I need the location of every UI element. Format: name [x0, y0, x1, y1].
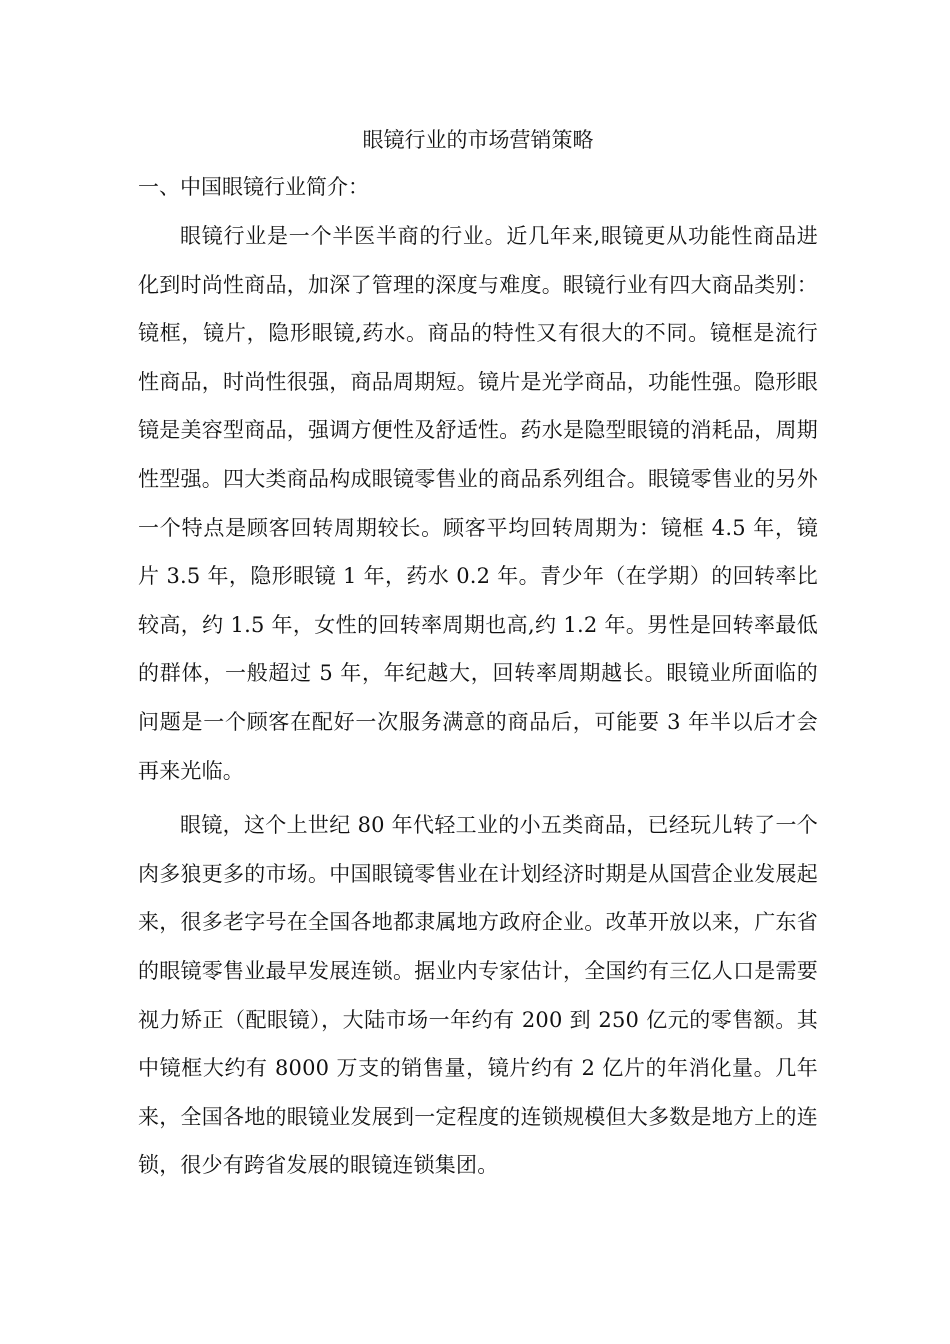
paragraph-market-history: 眼镜，这个上世纪 80 年代轻工业的小五类商品，已经玩儿转了一个肉多狼更多的市场。中国眼镜零售业在计划经济时期是从国营企业发展起来，很多老字号在全国各地都隶属地方政府企业。改革开放以来，广东省的眼镜零售业最早发展连锁。据业内专家估计，全国约有三亿人口是需要视力矫正（配眼镜），大陆市场一年约有 200 到 250 亿元的零售额。其中镜框大约有 8000 万支的销售量，镜片约有 2 亿片的年消化量。几年来，全国各地的眼镜业发展到一定程度的连锁规模但大多数是地方上的连锁，很少有跨省发展的眼镜连锁集团。 [138, 813, 818, 1178]
section-heading: 一、中国眼镜行业简介： [138, 175, 369, 199]
paragraph-industry-overview: 眼镜行业是一个半医半商的行业。近几年来,眼镜更从功能性商品进化到时尚性商品，加深了管理的深度与难度。眼镜行业有四大商品类别：镜框，镜片，隐形眼镜,药水。商品的特性又有很大的不同。镜框是流行性商品，时尚性很强，商品周期短。镜片是光学商品，功能性强。隐形眼镜是美容型商品，强调方便性及舒适性。药水是隐型眼镜的消耗品，周期性型强。四大类商品构成眼镜零售业的商品系列组合。眼镜零售业的另外一个特点是顾客回转周期较长。顾客平均回转周期为：镜框 4.5 年，镜片 3.5 年，隐形眼镜 1 年，药水 0.2 年。青少年（在学期）的回转率比较高，约 1.5 年，女性的回转率周期也高,约 1.2 年。男性是回转率最低的群体，一般超过 5 年，年纪越大，回转率周期越长。眼镜业所面临的问题是一个顾客在配好一次服务满意的商品后，可能要 3 年半以后才会再来光临。 [138, 224, 818, 783]
document-body [138, 118, 818, 1196]
document-title: 眼镜行业的市场营销策略 [362, 128, 594, 152]
